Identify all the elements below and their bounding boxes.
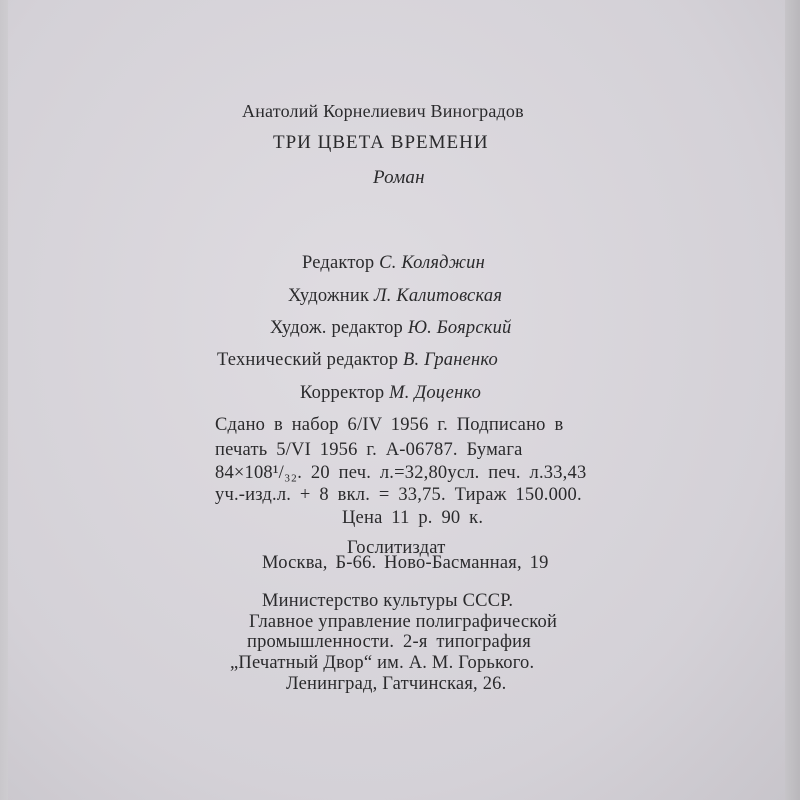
credit-name: С. Коляджин [379, 253, 485, 273]
credit-name: В. Граненко [402, 350, 499, 370]
printer-line: промышленности. 2-я типография [247, 632, 531, 652]
price-line: Цена 11 р. 90 к. [342, 508, 484, 528]
printer-line: Министерство культуры СССР. [262, 591, 514, 611]
credit-role: Художник [288, 286, 370, 306]
imprint-line: 84×108¹/₃₂. 20 печ. л.=32,80усл. печ. л.33,43 [215, 463, 587, 483]
printer-line: Главное управление полиграфической [249, 612, 558, 632]
book-genre: Роман [373, 167, 425, 188]
credit-technical-editor [217, 350, 498, 371]
author-name: Анатолий Корнелиевич Виноградов [242, 101, 524, 121]
credit-name: М. Доценко [389, 383, 482, 403]
credit-role: Худож. редактор [270, 318, 403, 338]
credit-editor [302, 253, 485, 274]
imprint-line: уч.-изд.л. + 8 вкл. = 33,75. Тираж 150.000. [215, 485, 582, 505]
printer-line: Ленинград, Гатчинская, 26. [286, 674, 507, 694]
imprint-line: печать 5/VI 1956 г. А-06787. Бумага [215, 440, 523, 460]
credit-role: Редактор [302, 253, 375, 273]
credit-role: Технический редактор [217, 350, 399, 370]
credit-name: Л. Калитовская [374, 286, 503, 306]
credit-proofreader [300, 383, 481, 404]
book-title: ТРИ ЦВЕТА ВРЕМЕНИ [273, 132, 489, 153]
credit-artist [288, 286, 502, 307]
credit-art-editor [270, 318, 512, 339]
publisher-name: Гослитиздат [347, 538, 446, 558]
credit-name: Ю. Боярский [407, 318, 512, 338]
printer-line: „Печатный Двор“ им. А. М. Горького. [230, 653, 535, 673]
imprint-line: Сдано в набор 6/IV 1956 г. Подписано в [215, 415, 564, 435]
publisher-address: Москва, Б-66. Ново-Басманная, 19 [262, 553, 549, 573]
credit-role: Корректор [300, 383, 385, 403]
